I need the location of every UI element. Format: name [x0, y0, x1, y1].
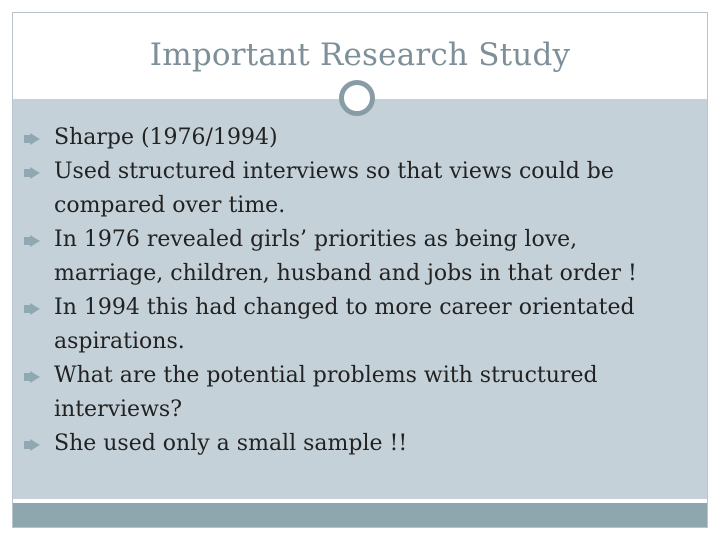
bullet-text-4: In 1994 this had changed to more career orientated aspirations. — [54, 295, 635, 354]
arrow-bullet-icon — [30, 439, 40, 451]
bullet-text-1: Sharpe (1976/1994) — [54, 125, 278, 150]
bullet-text-5: What are the potential problems with structured interviews? — [54, 363, 598, 422]
bullet-item-4 — [0, 291, 690, 359]
bullet-text-2: Used structured interviews so that views could be compared over time. — [54, 159, 614, 218]
bullet-text-3: In 1976 revealed girls’ priorities as being love, marriage, children, husband and jobs in that order ! — [54, 227, 637, 286]
bullet-item-3 — [0, 223, 690, 291]
bullet-item-6 — [0, 427, 690, 461]
arrow-bullet-icon — [30, 167, 40, 179]
circle-ring-icon — [339, 80, 375, 116]
bullet-text-6: She used only a small sample !! — [54, 431, 408, 456]
slide-title: Important Research Study — [149, 37, 571, 73]
bullet-item-1 — [0, 121, 690, 155]
bullet-item-2 — [0, 155, 690, 223]
arrow-bullet-icon — [30, 371, 40, 383]
bullet-item-5 — [0, 359, 690, 427]
arrow-bullet-icon — [30, 235, 40, 247]
bullet-list — [0, 121, 690, 461]
arrow-bullet-icon — [30, 303, 40, 315]
footer-bar — [13, 503, 707, 527]
arrow-bullet-icon — [30, 133, 40, 145]
